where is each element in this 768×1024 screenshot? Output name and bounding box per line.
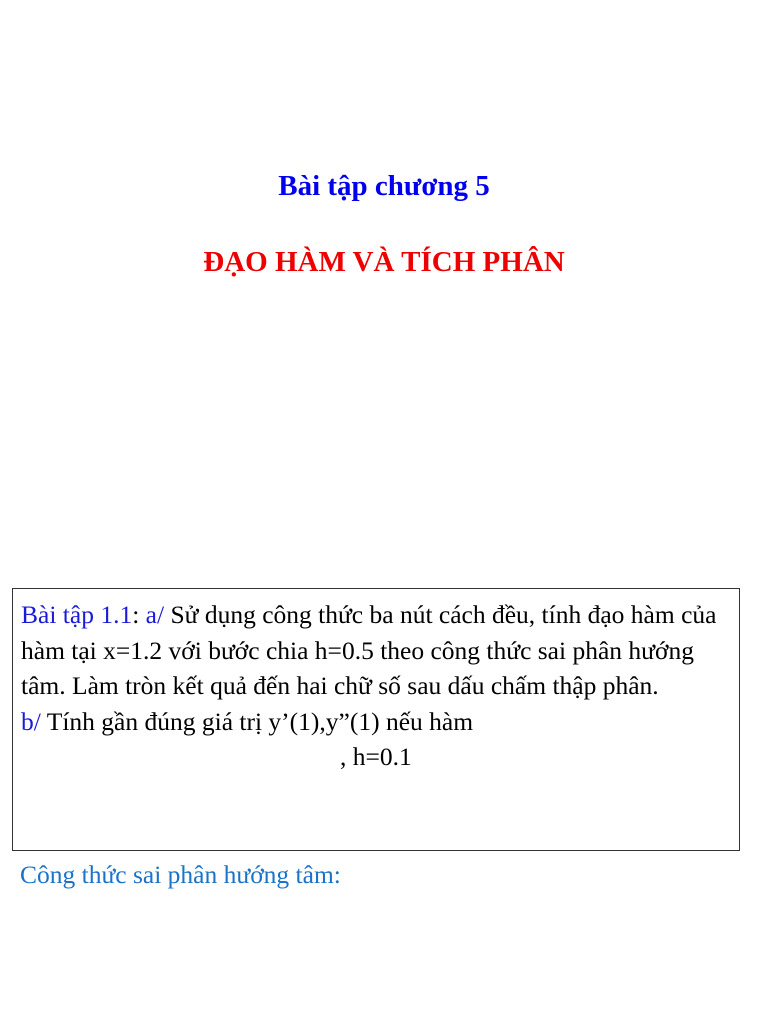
part-a-label: a/	[145, 600, 165, 629]
exercise-label: Bài tập 1.1	[21, 600, 133, 629]
formula-heading: Công thức sai phân hướng tâm:	[20, 860, 341, 889]
exercise-part-a	[21, 597, 731, 704]
part-b-label: b/	[21, 706, 41, 736]
part-a-text: Sử dụng công thức ba nút cách đều, tính đạo hàm của hàm tại x=1.2 với bước chia h=0.5 theo công thức sai phân hướng tâm. Làm tròn kết quả đến hai chữ số sau dấu chấm thập phân.	[21, 600, 717, 700]
exercise-colon: :	[132, 600, 140, 629]
exercise-box	[12, 588, 740, 851]
part-b-continuation: , h=0.1	[340, 742, 412, 771]
exercise-part-b	[21, 704, 731, 740]
slide-title: Bài tập chương 5	[278, 170, 490, 202]
slide-subtitle: ĐẠO HÀM VÀ TÍCH PHÂN	[203, 246, 565, 278]
part-b-text: Tính gần đúng giá trị y’(1),y”(1) nếu hàm	[40, 706, 474, 736]
